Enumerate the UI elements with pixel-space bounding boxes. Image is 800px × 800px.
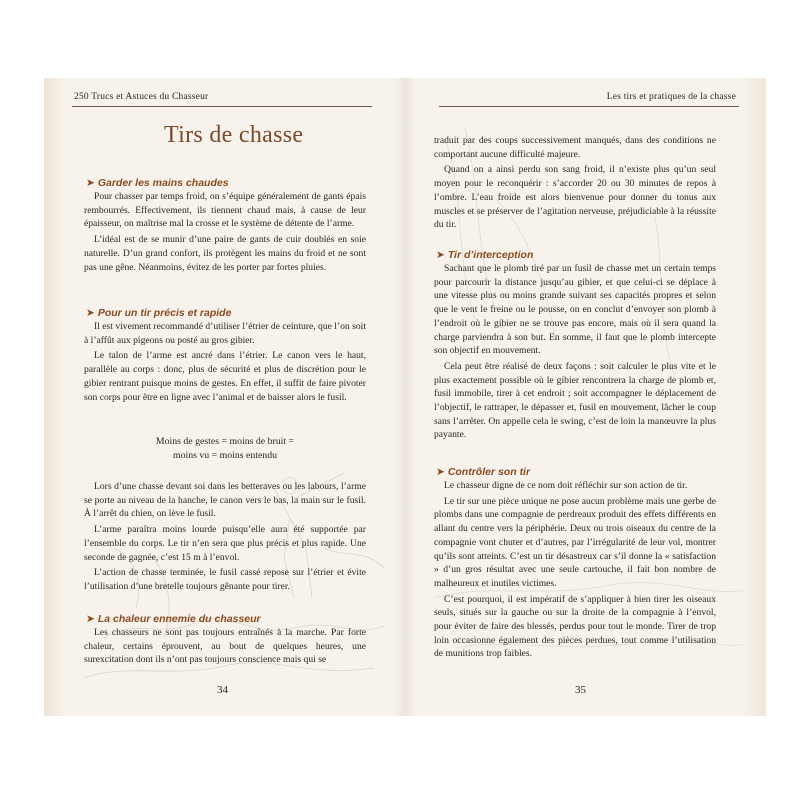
bullet-arrow-icon: ➤ [86,307,95,319]
paragraph: Cela peut être réalisé de deux façons : soit calculer le plus vite et le plus exactement possible où le gibier rencontrera la charge de plomb et, fusil immobile, tirer à cet endroit ; soit accompagner le déplacement de l’objectif, le rattraper, le dépasser et, fusil en mouvement, lâcher le coup sans l’arrêter. On appelle cela le swing, c’est de loin la manœuvre la plus payante. [434,360,716,441]
paragraph: Le talon de l’arme est ancré dans l’étrier. Le canon vers le haut, parallèle au corps : donc, plus de sécurité et plus de discrétion pour le gibier rentrant puisque moins de gestes. En effet, il suffit de faire pivoter son corps pour être en ligne avec l’animal et de baisser alors le fusil. [84,350,366,403]
paragraph: Les chasseurs ne sont pas toujours entraînés à la marche. Par forte chaleur, certains éprouvent, au bout de quelques heures, une surexcitation dont ils n’ont pas toujours conscience mais qui se [84,627,366,666]
left-page [44,78,405,716]
section-body-interception [434,262,716,444]
section-body-control [434,479,716,663]
section-heading-control: ➤ Contrôler son tir [436,466,531,478]
page-number-left: 34 [217,684,228,696]
paragraph: Le chasseur digne de ce nom doit réfléchir sur son action de tir. [444,480,688,491]
bullet-arrow-icon: ➤ [436,466,445,478]
paragraph: C’est pourquoi, il est impératif de s’appliquer à bien tirer les oiseaux seuls, situés sur la gauche ou sur la droite de la compagnie à l’envol, pour éviter de faire des blessés, perdus pour tout le monde. Tirer de trop loin occasionne également des pièces perdues, tout comme l’utilisation de munitions trop faibles. [434,593,716,660]
running-head-right: Les tirs et pratiques de la chasse [606,92,736,102]
formula-line: Moins de gestes = moins de bruit = [155,436,295,447]
paragraph: Pour chasser par temps froid, on s’équipe généralement de gants épais rembourrés. Effectivement, ils tiennent chaud mais, à cause de leur épaisseur, on maîtrise mal la crosse et le système de détente de l’arme. [84,191,366,230]
paragraph: Le tir sur une pièce unique ne pose aucun problème mais une gerbe de plombs dans une compagnie de perdreaux produit des effets différents en allant du centre vers la périphérie. Deux ou trois oiseaux du centre de la compagnie vont chuter et d’autres, par l’irrégularité de leur vol, montrer qu’ils sont atteints. C’est un tir désastreux car s’il donne la « satisfaction » d’un gros résultat avec une seule cartouche, il fait bon nombre de malheureux et inutiles victimes. [434,495,716,589]
section-body-gloves [84,190,366,276]
header-rule-left [72,106,372,107]
chapter-title: Tirs de chasse [164,122,304,148]
paragraph: traduit par des coups successivement manqués, dans des conditions ne comportant aucune difficulté majeure. [434,135,716,160]
section-body-heat [84,626,366,669]
continued-text-intro [434,134,716,234]
formula-block [84,435,366,463]
right-page [405,78,766,716]
section-heading-heat: ➤ La chaleur ennemie du chasseur [86,613,261,625]
bullet-arrow-icon: ➤ [86,177,95,189]
paragraph: Quand on a ainsi perdu son sang froid, il n’existe plus qu’un seul moyen pour le reconquérir : s’accorder 20 ou 30 minutes de repos à l’ombre. L’eau froide est alors bienvenue pour donner du tonus aux muscles et se préserver de l’agitation nerveuse, préjudiciable à la réussite du tir. [434,164,716,231]
running-head-left: 250 Trucs et Astuces du Chasseur [74,92,209,102]
paragraph: L’arme paraîtra moins lourde puisqu’elle aura été supportée par l’ensemble du corps. Le tir n’en sera que plus précis et plus rapide. Une seconde de gagnée, c’est 15 m à l’envol. [84,524,366,563]
section-heading-interception: ➤ Tir d’interception [436,249,534,261]
section-body-precise-shot [84,320,366,406]
bullet-arrow-icon: ➤ [86,613,95,625]
paragraph: L’action de chasse terminée, le fusil cassé repose sur l’étrier et évite l’utilisation d’une bretelle toujours gênante pour tirer. [84,567,366,592]
paragraph: Il est vivement recommandé d’utiliser l’étrier de ceinture, que l’on soit à l’affût aux pigeons ou posté au gros gibier. [84,321,366,346]
paragraph: L’idéal est de se munir d’une paire de gants de cuir doublés en soie naturelle. D’un grand confort, ils protègent les mains du froid et ne sont pas une gêne. Néanmoins, évitez de les porter par fortes pluies. [84,234,366,273]
header-rule-right [439,106,739,107]
section-heading-precise-shot: ➤ Pour un tir précis et rapide [86,307,232,319]
paragraph: Sachant que le plomb tiré par un fusil de chasse met un certain temps pour parcourir la distance jusqu’au gibier, et que celui-ci se déplace à une vitesse plus ou moins grande suivant ses capacités propres et selon que le vent le freine ou le pousse, on en conclut d’envoyer son plomb à l’endroit où le gibier ne se trouve pas encore, mais où il sera quand la charge parviendra à son but. En somme, il faut que le plomb intercepte son objectif en mouvement. [434,263,716,357]
bullet-arrow-icon: ➤ [436,249,445,261]
formula-line: moins vu = moins entendu [172,450,278,461]
section-heading-gloves: ➤ Garder les mains chaudes [86,177,229,189]
page-number-right: 35 [575,684,586,696]
section-body-precise-shot-continued [84,480,366,596]
paragraph: Lors d’une chasse devant soi dans les betteraves ou les labours, l’arme se porte au niveau de la hanche, le canon vers le bas, la main sur le fusil. À l’arrêt du chien, on lève le fusil. [84,481,366,520]
book-spread [44,78,766,716]
